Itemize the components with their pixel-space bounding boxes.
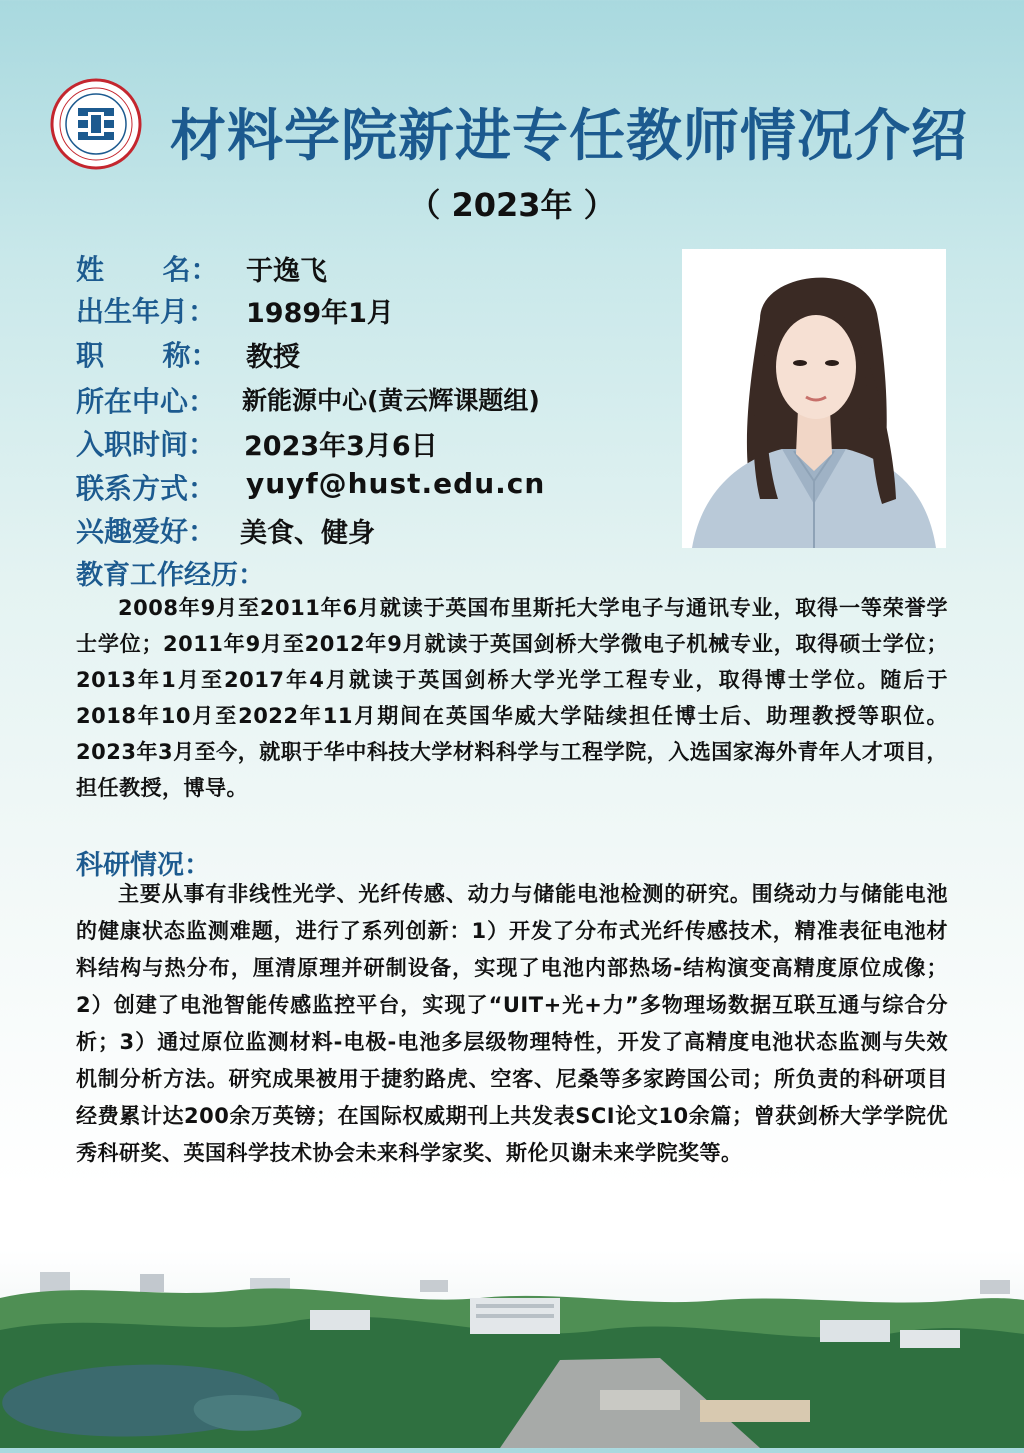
- join-date-label: 入职时间：: [76, 428, 217, 461]
- portrait-photo: [682, 249, 946, 548]
- contact-label: 联系方式：: [76, 472, 217, 505]
- education-text: 2008年9月至2011年6月就读于英国布里斯托大学电子与通讯专业，取得一等荣誉学士学位；2011年9月至2012年9月就读于英国剑桥大学微电子机械专业，取得硕士学位；2013年1月至2017年4月就读于英国剑桥大学光学工程专业，取得博士学位。随后于2018年10月至2022年11月期间在英国华威大学陆续担任博士后、助理教授等职位。2023年3月至今，就职于华中科技大学材料科学与工程学院，入选国家海外青年人才项目，担任教授，博导。: [76, 596, 948, 800]
- year-subtitle: （ 2023年 ）: [408, 186, 616, 224]
- contact-value[interactable]: yuyf@hust.edu.cn: [246, 467, 546, 500]
- rank-value: 教授: [246, 342, 300, 373]
- school-logo: [50, 78, 142, 170]
- name-label: 姓 名：: [76, 253, 219, 286]
- hobby-label: 兴趣爱好：: [76, 515, 217, 548]
- page-title: 材料学院新进专任教师情况介绍: [170, 104, 968, 169]
- birth-label: 出生年月：: [76, 295, 217, 328]
- center-value: 新能源中心(黄云辉课题组): [242, 386, 540, 415]
- birth-value: 1989年1月: [246, 298, 394, 329]
- education-title: 教育工作经历：: [76, 560, 265, 591]
- name-value: 于逸飞: [246, 256, 327, 287]
- research-title: 科研情况：: [76, 850, 211, 881]
- center-label: 所在中心：: [76, 385, 217, 418]
- join-date-value: 2023年3月6日: [244, 431, 438, 462]
- research-text: 主要从事有非线性光学、光纤传感、动力与储能电池检测的研究。围绕动力与储能电池的健康状态监测难题，进行了系列创新：1）开发了分布式光纤传感技术，精准表征电池材料结构与热分布，厘清原理并研制设备，实现了电池内部热场-结构演变高精度原位成像；2）创建了电池智能传感监控平台，实现了“UIT+光+力”多物理场数据互联互通与综合分析；3）通过原位监测材料-电极-电池多层级物理特性，开发了高精度电池状态监测与失效机制分析方法。研究成果被用于捷豹路虎、空客、尼桑等多家跨国公司；所负责的科研项目经费累计达200余万英镑；在国际权威期刊上共发表SCI论文10余篇；曾获剑桥大学学院优秀科研奖、英国科学技术协会未来科学家奖、斯伦贝谢未来学院奖等。: [76, 882, 948, 1165]
- campus-panorama-image: [0, 1250, 1024, 1448]
- hobby-value: 美食、健身: [240, 518, 375, 549]
- rank-label: 职 称：: [76, 339, 219, 372]
